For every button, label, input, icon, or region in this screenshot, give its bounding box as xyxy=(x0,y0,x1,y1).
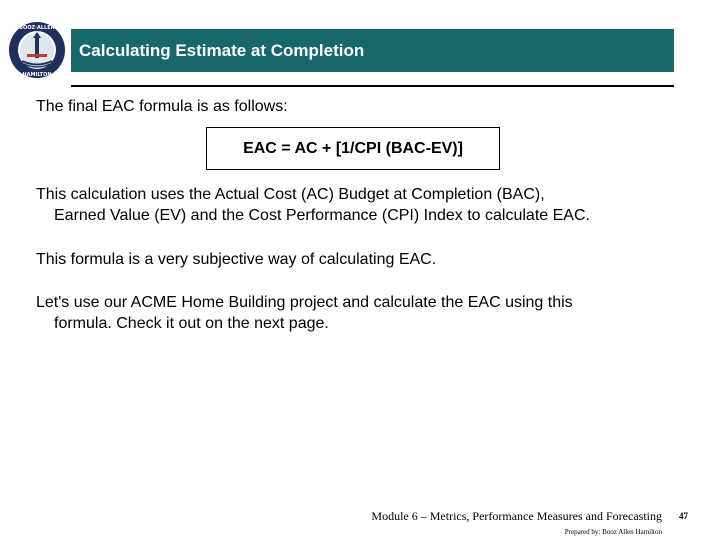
formula-box xyxy=(206,127,500,170)
footer-module-text: Module 6 – Metrics, Performance Measures and Forecasting xyxy=(371,509,662,523)
footer-prepared-text: Prepared by: Booz Allen Hamilton xyxy=(564,528,662,536)
header-divider xyxy=(71,85,674,87)
page-title: Calculating Estimate at Completion xyxy=(79,40,365,60)
page-number: 47 xyxy=(679,511,688,521)
title-bar xyxy=(71,29,674,72)
paragraph-acme xyxy=(36,292,676,334)
paragraph-calculation-line2: Earned Value (EV) and the Cost Performance (CPI) Index to calculate EAC. xyxy=(54,207,590,224)
booz-allen-hamilton-logo-icon xyxy=(8,21,66,79)
paragraph-acme-line2: formula. Check it out on the next page. xyxy=(54,315,329,332)
paragraph-calculation-line1: This calculation uses the Actual Cost (AC) Budget at Completion (BAC), xyxy=(36,186,545,203)
paragraph-calculation xyxy=(36,184,676,226)
svg-text:BOOZ·ALLEN: BOOZ·ALLEN xyxy=(19,25,55,31)
intro-text: The final EAC formula is as follows: xyxy=(36,98,288,115)
company-logo xyxy=(8,21,66,79)
svg-text:HAMILTON: HAMILTON xyxy=(22,72,52,78)
paragraph-acme-line1: Let's use our ACME Home Building project and calculate the EAC using this xyxy=(36,294,573,311)
paragraph-subjective: This formula is a very subjective way of calculating EAC. xyxy=(36,251,437,268)
formula-text: EAC = AC + [1/CPI (BAC-EV)] xyxy=(243,139,463,157)
